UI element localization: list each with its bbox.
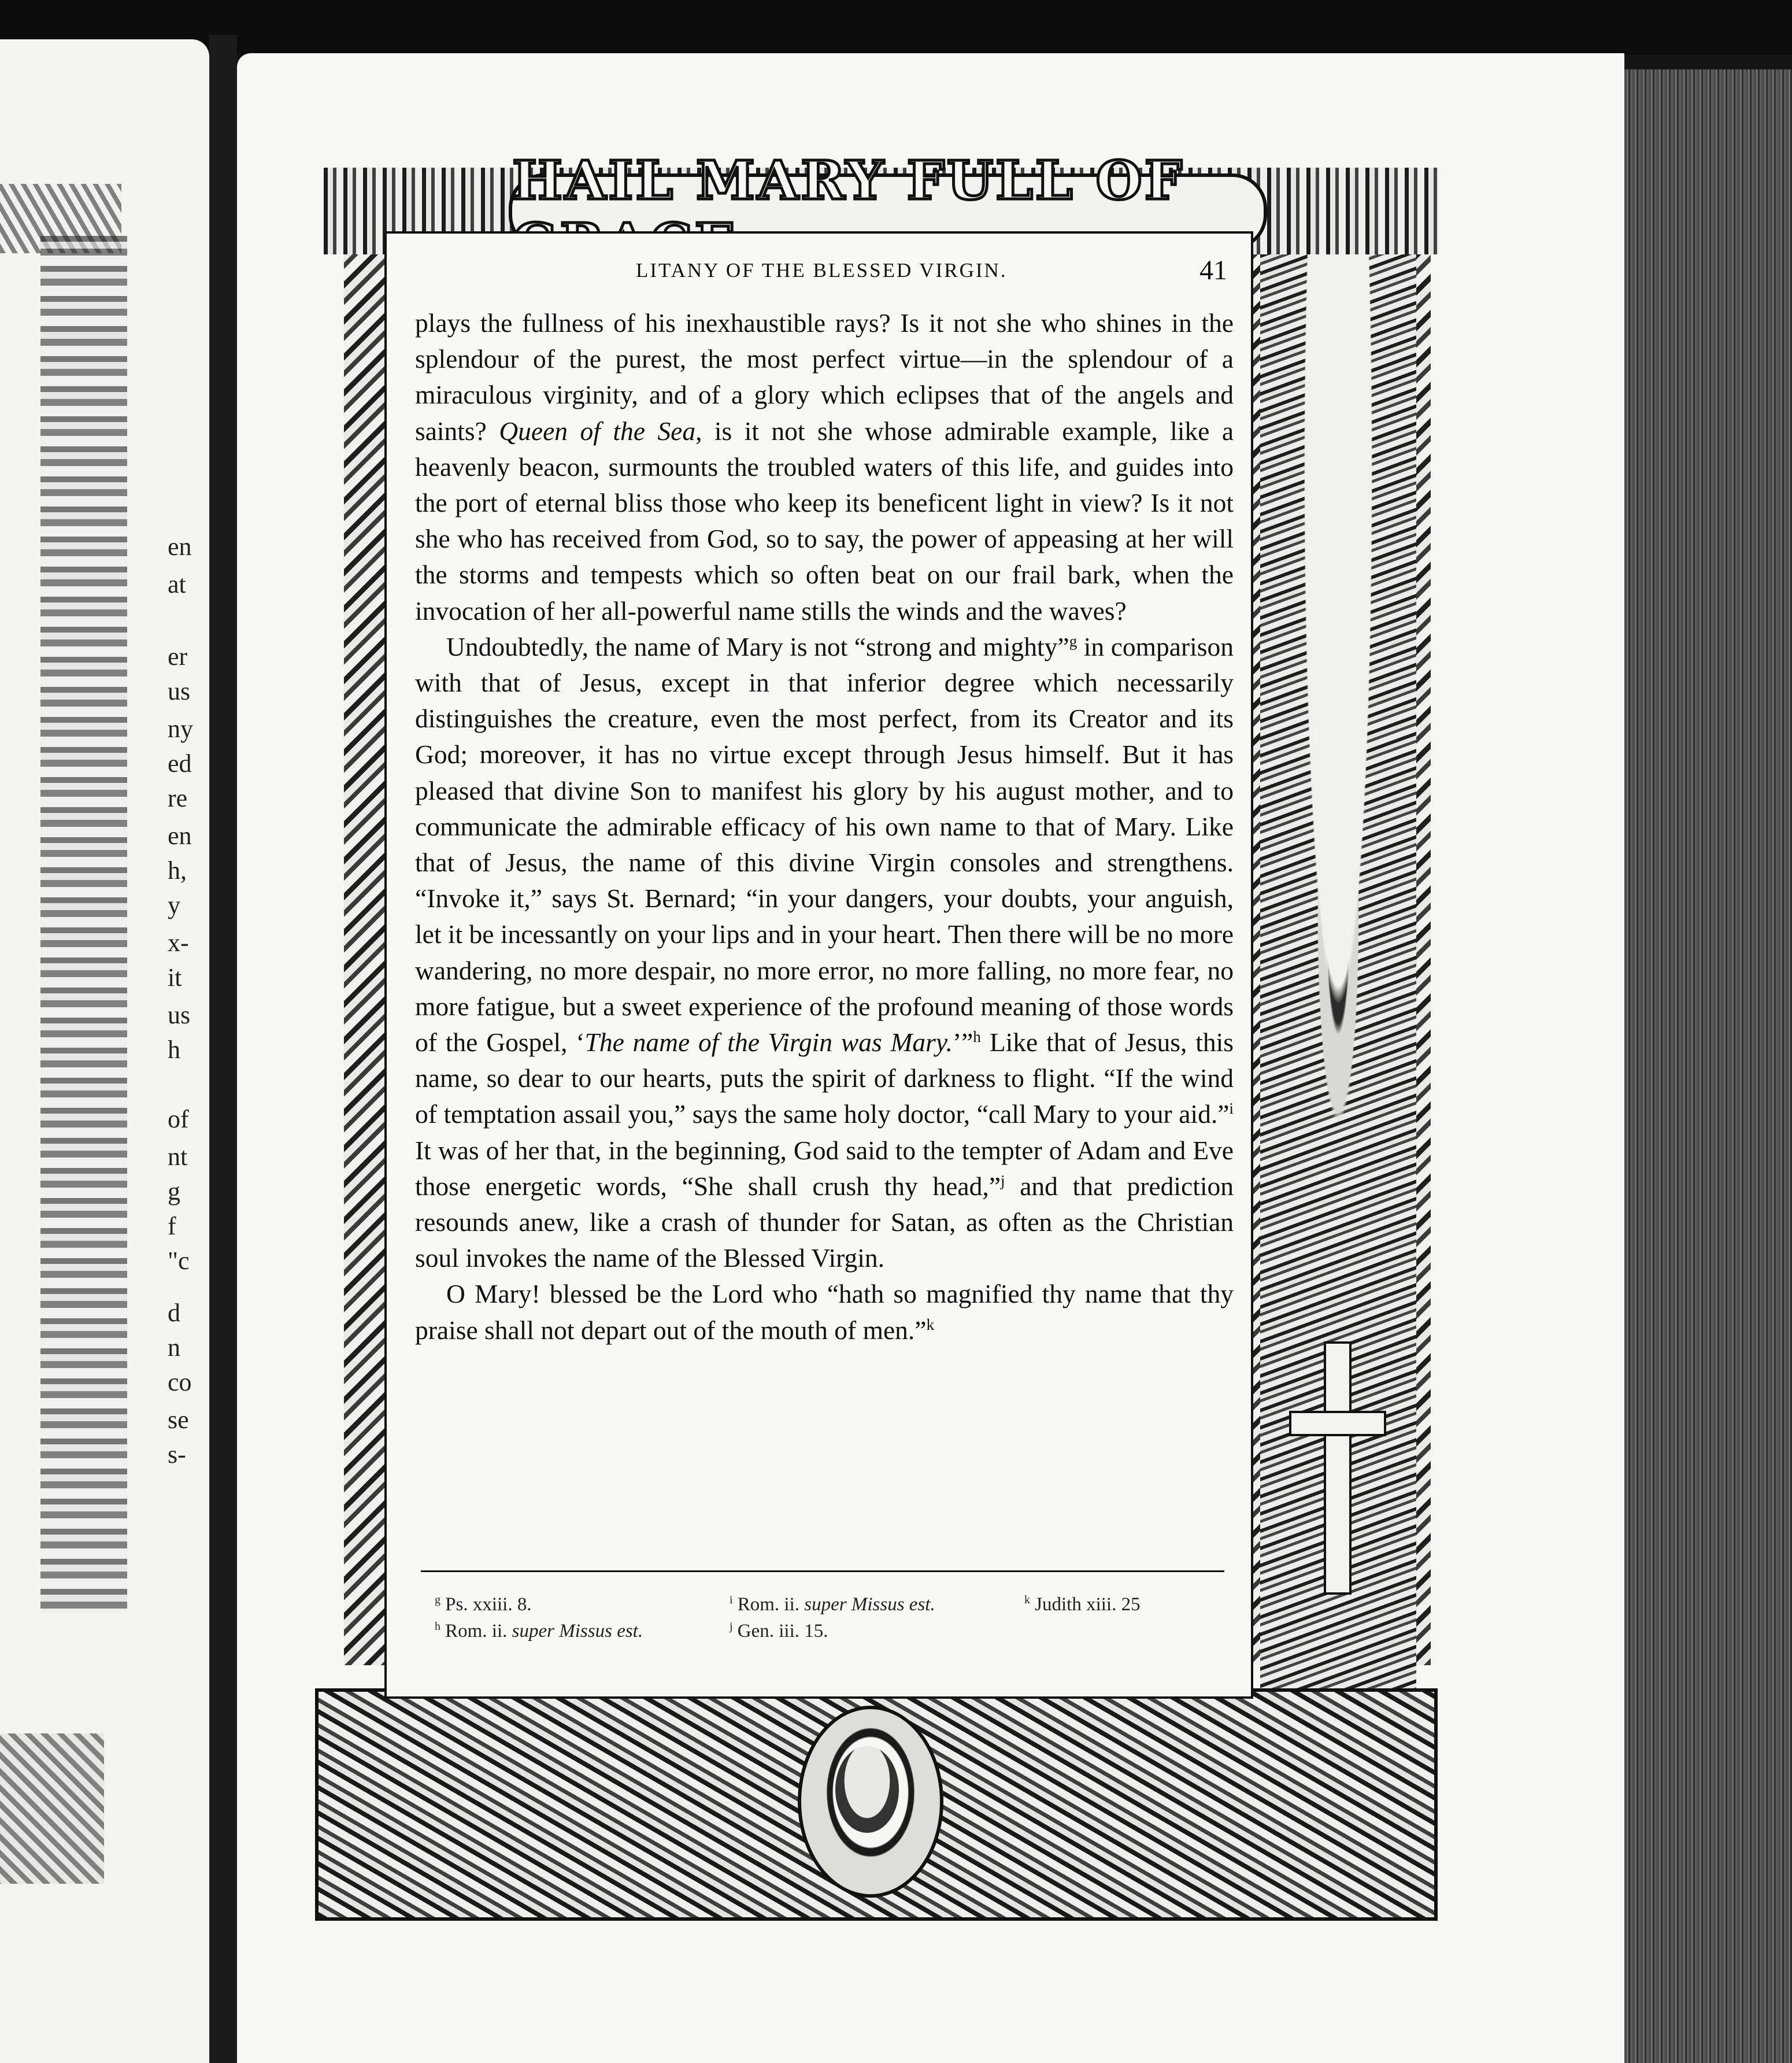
facing-page-fragment: er [168,642,188,671]
facing-page-fragment: us [168,677,191,705]
facing-page-fragment: it [168,963,182,992]
facing-page-fragment: at [168,570,186,598]
facing-page-fragment: re [168,784,188,812]
facing-page-fragment: f [168,1212,176,1240]
footnote-j: $^j$ Gen. iii. 15. [730,1620,828,1641]
footnote-g: $^g$ Ps. xxiii. 8. [435,1594,532,1615]
cross-illustration-bar [1289,1411,1386,1436]
scan-background-top [0,0,1792,55]
footnote-rule [421,1570,1224,1572]
facing-page-left [0,39,209,2063]
facing-page-fragment: "c [168,1247,190,1275]
facing-page-fragment: x- [168,929,189,957]
footnote-ref-i: i [1229,1100,1234,1118]
footnote-k: $^k$ Judith xiii. 25 [1024,1594,1141,1615]
facing-page-fragment: g [168,1177,180,1206]
paragraph-3: O Mary! blessed be the Lord who “hath so magnified thy name that thy praise shall not depart out of the mouth of men.”$^k$ [415,1279,1234,1345]
facing-page-fragment: h [168,1036,180,1064]
footnote-ref-h: h [973,1027,981,1045]
running-head: LITANY OF THE BLESSED VIRGIN. [636,259,1008,282]
paragraph-2: Undoubtedly, the name of Mary is not “strong and mighty”$^g$ in comparison with that of Jesus, except in that inferior degree which necessarily distinguishes the creature, even the most perfect, from its Creator and its God; moreover, it has no virtue except through Jesus himself. But it has pleased that divine Son to manifest his glory by his august mother, and to communicate the admirable efficacy of his own name to that of Mary. Like that of Jesus, the name of this divine Virgin consoles and strengthens. “Invoke it,” says St. Bernard; “in your dangers, your doubts, your anguish, let it be incessantly on your lips and in your heart. Then there will be no more wandering, no more despair, no more error, no more falling, no more fear, no more fatigue, but a sweet experience of the profound meaning of those words of the Gospel, ‘The name of the Virgin was Mary.’”$^h$ Like that of Jesus, this name, so dear to our hearts, puts the spirit of darkness to flight. “If the wind of temptation assail you,” says the same holy doctor, “call Mary to your aid.”$^i$ It was of her that, in the beginning, God said to the tempter of Adam and Eve those energetic words, “She shall crush thy head,”$^j$ and that prediction resounds anew, like a crash of thunder for Satan, as often as the Christian soul invokes the name of the Blessed Virgin. [415,631,1234,1273]
facing-page-fragment: se [168,1406,189,1434]
cross-illustration [1324,1341,1352,1595]
facing-page-fragment: h, [168,856,187,885]
facing-page-fragment: en [168,533,192,561]
facing-page-fragment: of [168,1105,189,1133]
facing-page-fragment: co [168,1368,192,1396]
facing-page-ornament-border [40,236,127,1612]
facing-page-fragment: us [168,1001,191,1029]
facing-page-ornament-bottom [0,1733,104,1884]
frame-header-text: HAIL MARY FULL OF [512,149,1185,212]
facing-page-fragment: n [168,1333,180,1362]
book-gutter [209,35,237,2063]
footnote-ref-j: j [1000,1171,1005,1189]
facing-page-fragment: s- [168,1440,186,1469]
virgin-portrait-illustration [835,1746,899,1833]
facing-page-fragment: en [168,822,192,850]
facing-page-fragment: y [168,891,180,919]
footnote-ref-k: k [926,1315,935,1333]
page-number: 41 [1199,255,1227,286]
body-text [415,305,1234,1348]
facing-page-fragment: ed [168,749,192,778]
facing-page-fragment: nt [168,1143,188,1171]
facing-page-fragment: ny [168,715,193,743]
footnote-h: $^h$ Rom. ii. super Missus est. [435,1620,643,1641]
footnote-ref-g: g [1069,632,1078,650]
facing-page-fragment: d [168,1299,180,1327]
footnote-i: $^i$ Rom. ii. super Missus est. [730,1594,935,1615]
book-page-edges [1624,69,1792,2063]
paragraph-1: plays the fullness of his inexhaustible rays? Is it not she who shines in the splendour of the purest, the most perfect virtue—in the splendour of a miraculous virginity, and of a glory which eclipses that of the angels and saints? Queen of the Sea, is it not she whose admirable example, like a heavenly beacon, surmounts the troubled waters of this life, and guides into the port of eternal bliss those who keep its beneficent light in view? Is it not she who has received from God, so to say, the power of appeasing at her will the storms and tempests which so often beat on our frail bark, when the invocation of her all-powerful name stills the winds and the waves? [415,308,1234,626]
